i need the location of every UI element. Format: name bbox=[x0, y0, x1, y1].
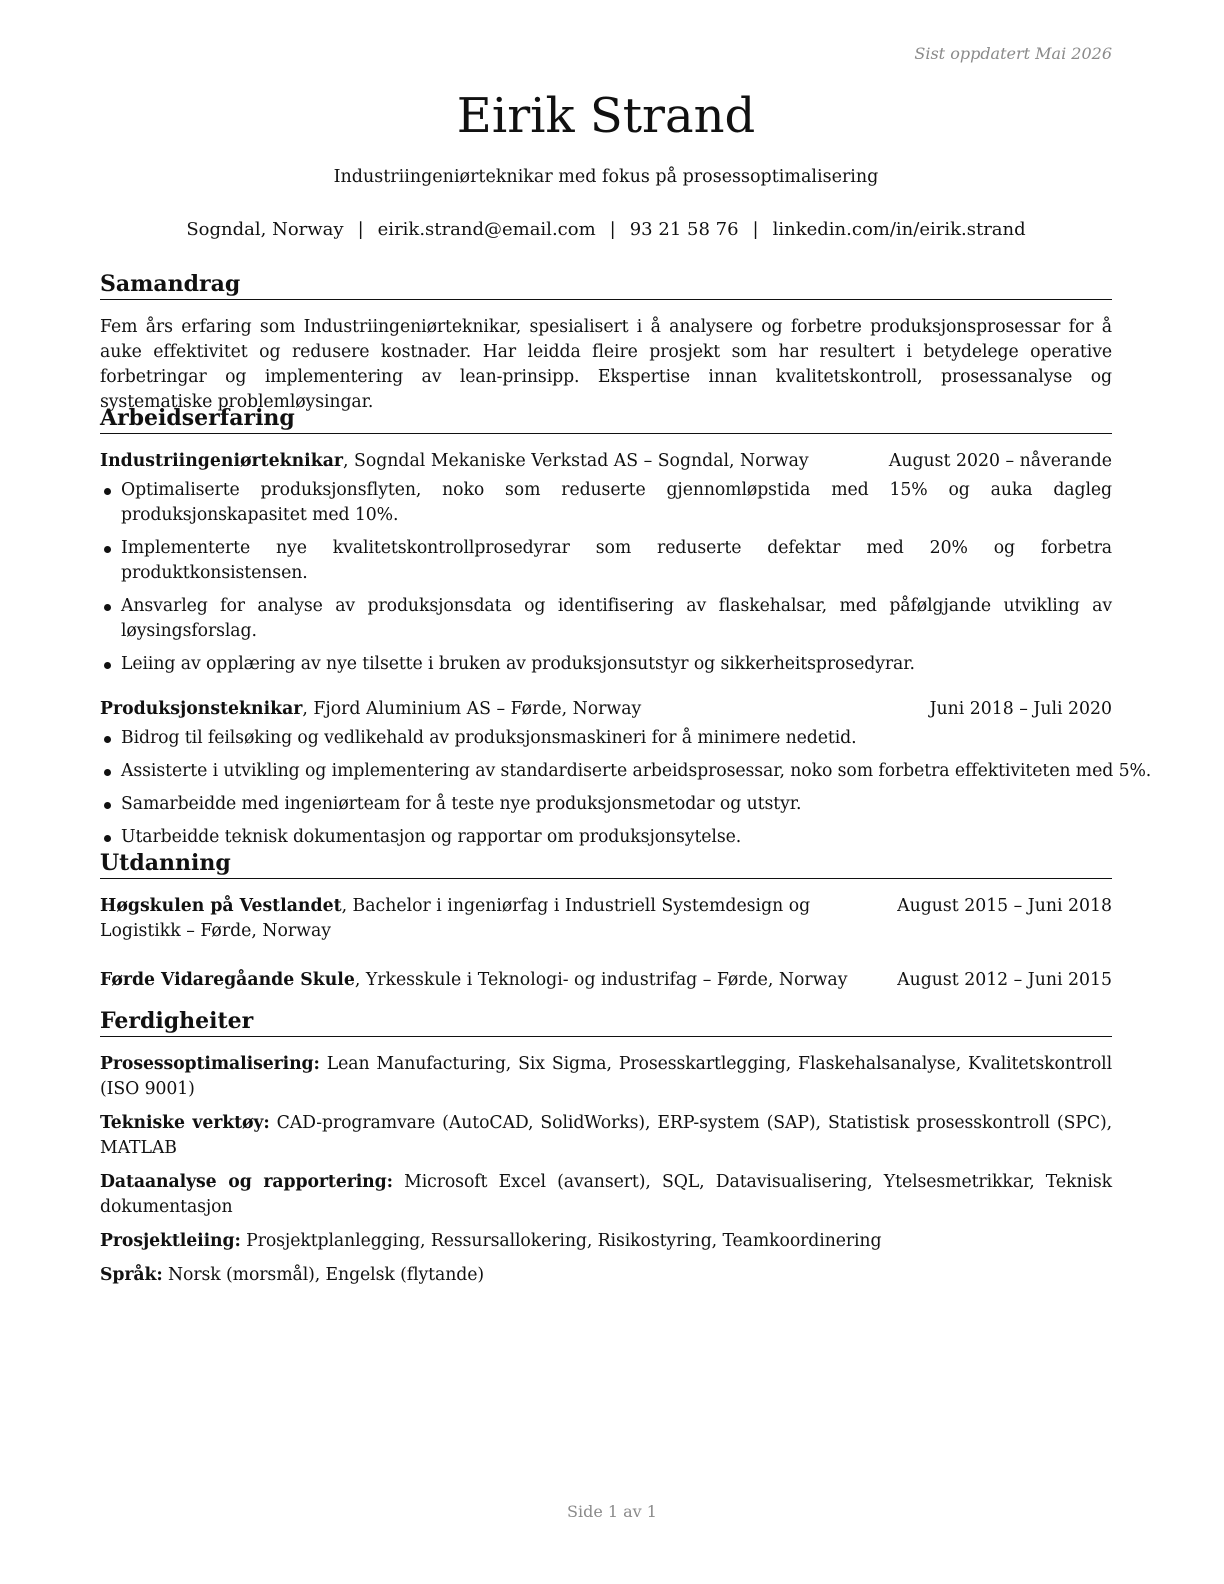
education-section bbox=[100, 849, 1112, 993]
education-entry bbox=[100, 968, 1112, 993]
section-title-education: Utdanning bbox=[100, 849, 1112, 879]
job-dates: Juni 2018 – Juli 2020 bbox=[929, 699, 1112, 719]
skill-value: Prosjektplanlegging, Ressursallokering, Risikostyring, Teamkoordinering bbox=[240, 1231, 882, 1251]
job-entry bbox=[100, 697, 1152, 850]
job-bullet: Samarbeidde med ingeniørteam for å teste nye produksjonsmetodar og utstyr. bbox=[100, 792, 1112, 817]
job-bullet: Bidrog til feilsøking og vedlikehald av produksjonsmaskineri for å minimere nedetid. bbox=[100, 726, 1112, 751]
skill-row bbox=[100, 1263, 1112, 1288]
skill-label: Prosessoptimalisering: bbox=[100, 1054, 320, 1074]
skill-label: Prosjektleiing: bbox=[100, 1231, 241, 1251]
skill-value: Lean Manufacturing, Six Sigma, Prosesskartlegging, Flaskehalsanalyse, Kvalitetskontroll (ISO 9001) bbox=[100, 1054, 1112, 1099]
job-dates: August 2020 – nåverande bbox=[888, 451, 1112, 471]
education-detail: , Bachelor i ingeniørfag i Industriell Systemdesign og Logistikk – Førde, Norway bbox=[100, 896, 811, 941]
education-dates: August 2012 – Juni 2015 bbox=[897, 970, 1112, 990]
headline: Industriingeniørteknikar med fokus på prosessoptimalisering bbox=[333, 167, 879, 187]
education-school: Høgskulen på Vestlandet bbox=[100, 896, 342, 916]
contact-separator: | bbox=[752, 219, 759, 240]
job-company: , Sogndal Mekaniske Verkstad AS – Sogndal, Norway bbox=[343, 451, 809, 471]
job-role: Produksjonsteknikar bbox=[100, 699, 303, 719]
job-company: , Fjord Aluminium AS – Førde, Norway bbox=[302, 699, 642, 719]
job-header bbox=[100, 697, 1112, 722]
skill-row bbox=[100, 1052, 1112, 1102]
job-bullet: Ansvarleg for analyse av produksjonsdata og identifisering av flaskehalsar, med påfølgjande utvikling av løysingsforslag. bbox=[100, 594, 1112, 644]
skill-row bbox=[100, 1229, 1112, 1254]
section-title-skills: Ferdigheiter bbox=[100, 1007, 1112, 1037]
experience-section bbox=[100, 404, 1152, 858]
job-bullets bbox=[100, 478, 1112, 677]
section-title-experience: Arbeidserfaring bbox=[100, 404, 1112, 434]
contact-location: Sogndal, Norway bbox=[186, 219, 344, 240]
skill-value: Microsoft Excel (avansert), SQL, Datavisualisering, Ytelsesmetrikkar, Teknisk dokumentasjon bbox=[100, 1172, 1112, 1217]
skill-value: CAD-programvare (AutoCAD, SolidWorks), ERP-system (SAP), Statistisk prosesskontroll (SPC), MATLAB bbox=[100, 1113, 1112, 1158]
last-updated: Sist oppdatert Mai 2026 bbox=[914, 44, 1112, 63]
section-title-summary: Samandrag bbox=[100, 270, 1112, 300]
education-detail: , Yrkesskule i Teknologi- og industrifag – Førde, Norway bbox=[354, 970, 848, 990]
job-bullet: Utarbeidde teknisk dokumentasjon og rapportar om produksjonsytelse. bbox=[100, 825, 1112, 850]
job-bullet: Assisterte i utvikling og implementering av standardiserte arbeidsprosessar, noko som forbetra effektiviteten med 5%. bbox=[100, 759, 1112, 784]
skill-label: Dataanalyse og rapportering: bbox=[100, 1172, 393, 1192]
skill-label: Språk: bbox=[100, 1265, 163, 1285]
skills-list bbox=[100, 1052, 1112, 1288]
person-name: Eirik Strand bbox=[456, 88, 756, 144]
contact-separator: | bbox=[609, 219, 616, 240]
skill-label: Tekniske verktøy: bbox=[100, 1113, 270, 1133]
contact-separator: | bbox=[357, 219, 364, 240]
summary-section bbox=[100, 270, 1112, 415]
skills-section bbox=[100, 1007, 1112, 1297]
education-dates: August 2015 – Juni 2018 bbox=[897, 896, 1112, 916]
education-school: Førde Vidaregåande Skule bbox=[100, 970, 355, 990]
contact-email[interactable]: eirik.strand@email.com bbox=[377, 219, 596, 240]
job-entry bbox=[100, 449, 1112, 677]
job-bullet: Optimaliserte produksjonsflyten, noko som reduserte gjennomløpstida med 15% og auka dagleg produksjonskapasitet med 10%. bbox=[100, 478, 1112, 528]
contact-linkedin[interactable]: linkedin.com/in/eirik.strand bbox=[772, 219, 1026, 240]
contact-line bbox=[100, 219, 1112, 240]
skill-value: Norsk (morsmål), Engelsk (flytande) bbox=[162, 1265, 484, 1285]
skill-row bbox=[100, 1170, 1112, 1220]
education-entry bbox=[100, 894, 1112, 944]
job-bullet: Leiing av opplæring av nye tilsette i bruken av produksjonsutstyr og sikkerheitsprosedyrar. bbox=[100, 652, 1112, 677]
job-header bbox=[100, 449, 1112, 474]
summary-text: Fem års erfaring som Industriingeniørteknikar, spesialisert i å analysere og forbetre produksjonsprosessar for å auke effektivitet og redusere kostnader. Har leidda fleire prosjekt som har resultert i betydelege operative forbetringar og implementering av lean-prinsipp. Ekspertise innan kvalitetskontroll, prosessanalyse og systematiske problemløysingar. bbox=[100, 317, 1112, 412]
job-bullets bbox=[100, 726, 1152, 850]
job-role: Industriingeniørteknikar bbox=[100, 451, 344, 471]
job-bullet: Implementerte nye kvalitetskontrollprosedyrar som reduserte defektar med 20% og forbetra produktkonsistensen. bbox=[100, 536, 1112, 586]
contact-phone: 93 21 58 76 bbox=[629, 219, 739, 240]
skill-row bbox=[100, 1111, 1112, 1161]
page-footer: Side 1 av 1 bbox=[567, 1502, 657, 1521]
